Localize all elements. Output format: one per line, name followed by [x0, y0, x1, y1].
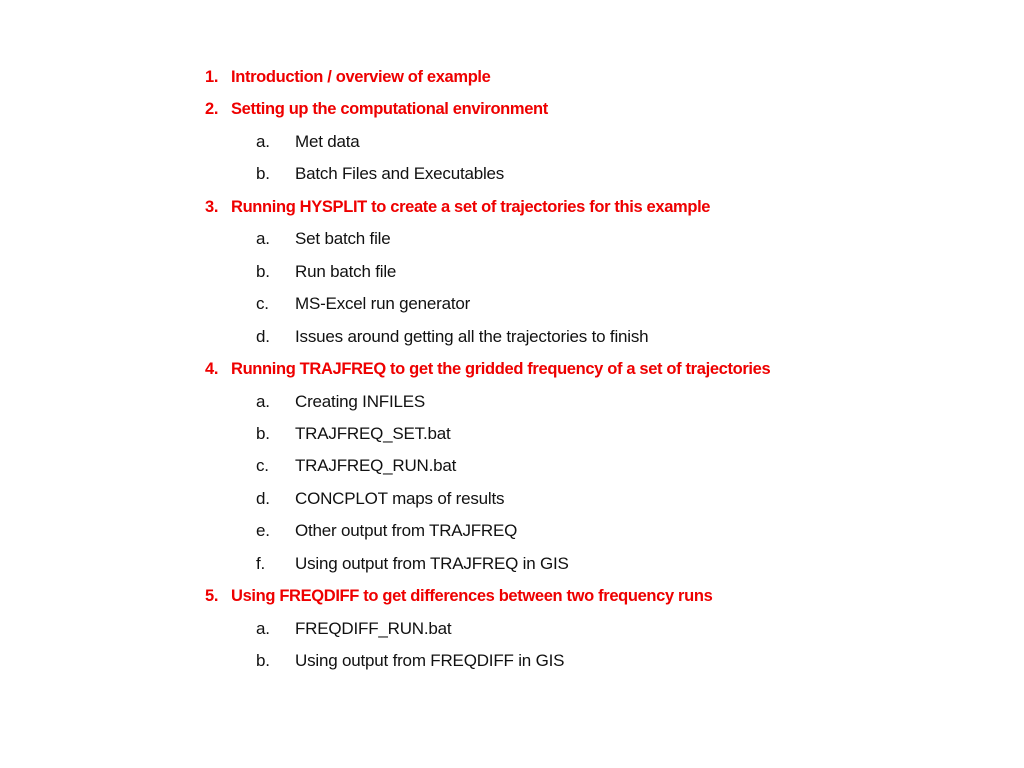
list-marker: c.: [256, 456, 269, 476]
list-marker: a.: [256, 131, 270, 151]
list-item-text: TRAJFREQ_RUN.bat: [295, 456, 457, 476]
list-marker: d.: [256, 326, 270, 346]
list-item-text: Running TRAJFREQ to get the gridded frequency of a set of trajectories: [231, 360, 771, 379]
list-marker: 3.: [205, 197, 219, 216]
list-item-text: MS-Excel run generator: [295, 294, 471, 314]
list-item-text: CONCPLOT maps of results: [295, 488, 505, 508]
list-item-text: Running HYSPLIT to create a set of trajectories for this example: [231, 197, 711, 216]
list-item-text: FREQDIFF_RUN.bat: [295, 618, 452, 638]
list-item-text: Issues around getting all the trajectories to finish: [295, 326, 649, 346]
list-item-text: Run batch file: [295, 261, 397, 281]
list-marker: b.: [256, 423, 270, 443]
list-marker: 5.: [205, 587, 219, 606]
list-item-text: Setting up the computational environment: [231, 100, 548, 119]
list-item-text: Introduction / overview of example: [231, 68, 491, 86]
list-item-text: Set batch file: [295, 229, 391, 249]
list-marker: 2.: [205, 100, 219, 119]
list-marker: b.: [256, 261, 270, 281]
list-item-text: Batch Files and Executables: [295, 164, 505, 184]
list-item-text: Other output from TRAJFREQ: [295, 521, 518, 541]
list-marker: e.: [256, 521, 270, 541]
list-item-text: TRAJFREQ_SET.bat: [295, 423, 451, 443]
list-marker: b.: [256, 651, 270, 671]
list-marker: 4.: [205, 360, 219, 379]
list-marker: a.: [256, 618, 270, 638]
list-item-text: Using FREQDIFF to get differences between two frequency runs: [231, 587, 713, 606]
list-marker: a.: [256, 391, 270, 411]
list-item-text: Using output from TRAJFREQ in GIS: [295, 553, 569, 573]
list-item-text: Met data: [295, 131, 360, 151]
list-marker: f.: [256, 553, 266, 573]
list-marker: d.: [256, 488, 270, 508]
list-marker: b.: [256, 164, 270, 184]
list-marker: a.: [256, 229, 270, 249]
list-item-text: Creating INFILES: [295, 391, 426, 411]
list-marker: c.: [256, 294, 269, 314]
list-item-text: Using output from FREQDIFF in GIS: [295, 651, 565, 671]
list-marker: 1.: [205, 68, 219, 86]
